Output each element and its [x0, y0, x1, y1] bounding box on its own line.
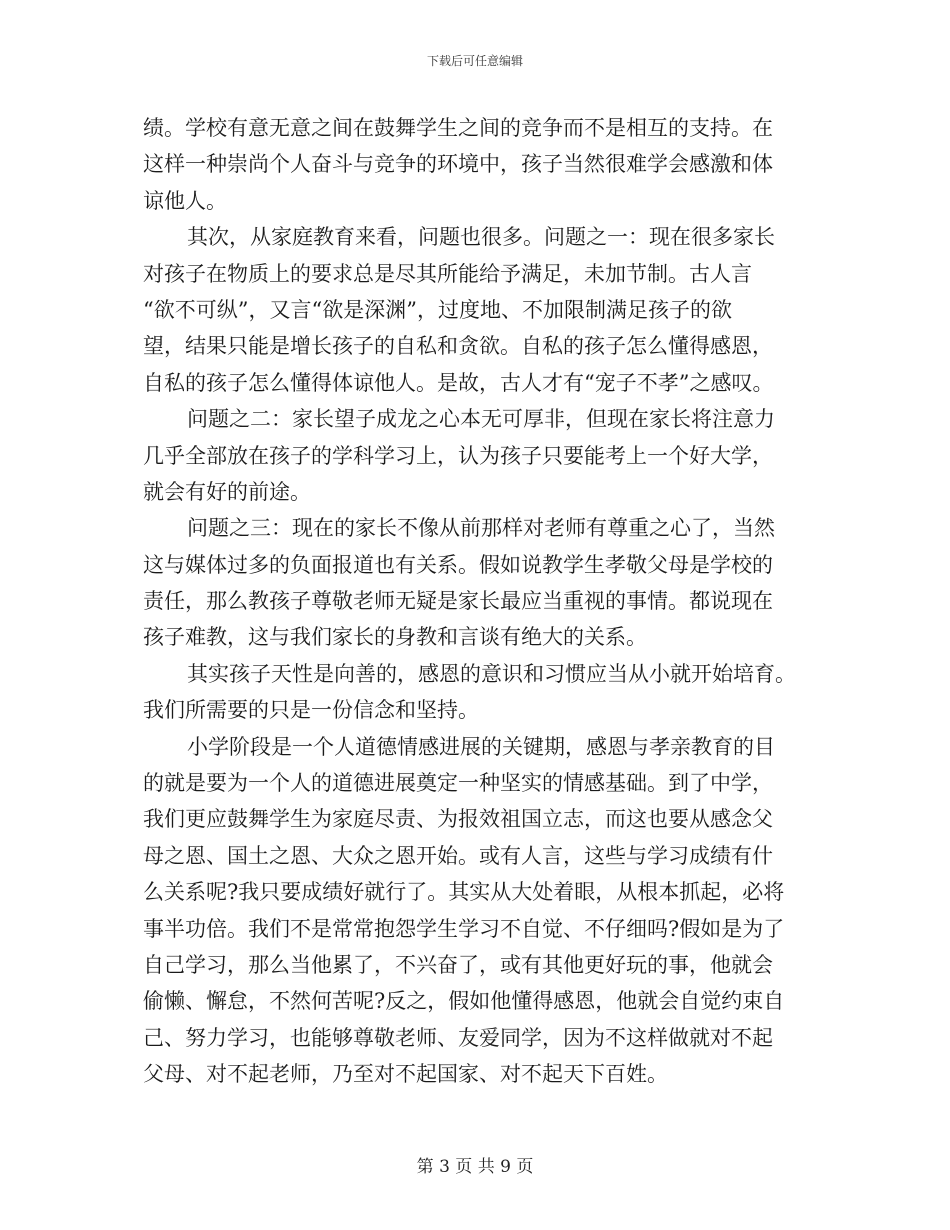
text-line: 的就是要为一个人的道德进展奠定一种坚实的情感基础。到了中学， — [143, 771, 773, 796]
text-line: 谅他人。 — [143, 188, 227, 213]
text-line: “欲不可纵”，又言“欲是深渊”，过度地、不加限制满足孩子的欲 — [143, 297, 732, 322]
paragraph — [143, 729, 808, 1093]
text-line: 问题之二：家长望子成龙之心本无可厚非，但现在家长将注意力 — [187, 407, 775, 432]
page-header: 下载后可任意编辑 — [426, 54, 523, 68]
paragraph — [143, 656, 808, 729]
text-line: 父母、对不起老师，乃至对不起国家、对不起天下百姓。 — [143, 1062, 668, 1087]
text-line: 问题之三：现在的家长不像从前那样对老师有尊重之心了，当然 — [187, 516, 775, 541]
text-line: 对孩子在物质上的要求总是尽其所能给予满足，未加节制。古人言 — [143, 261, 752, 286]
text-line: 其次，从家庭教育来看，问题也很多。问题之一：现在很多家长 — [187, 225, 775, 250]
paragraph — [143, 510, 808, 656]
text-line: 这与媒体过多的负面报道也有关系。假如说教学生孝敬父母是学校的 — [143, 552, 773, 577]
text-line: 望，结果只能是增长孩子的自私和贪欲。自私的孩子怎么懂得感恩， — [143, 334, 773, 359]
text-line: 孩子难教，这与我们家长的身教和言谈有绝大的关系。 — [143, 625, 647, 650]
text-line: 这样一种崇尚个人奋斗与竞争的环境中，孩子当然很难学会感激和体 — [143, 152, 773, 177]
text-line: 绩。学校有意无意之间在鼓舞学生之间的竞争而不是相互的支持。在 — [143, 116, 773, 140]
paragraph — [143, 110, 808, 219]
text-line: 就会有好的前途。 — [143, 479, 311, 504]
document-body — [143, 110, 808, 1093]
text-line: 我们更应鼓舞学生为家庭尽责、为报效祖国立志，而这也要从感念父 — [143, 807, 773, 832]
text-line: 自私的孩子怎么懂得体谅他人。是故，古人才有“宠子不孝”之感叹。 — [143, 370, 774, 395]
text-line: 我们所需要的只是一份信念和坚持。 — [143, 698, 479, 723]
paragraph — [143, 219, 808, 401]
page-footer: 第 3 页 共 9 页 — [416, 1157, 534, 1177]
text-line: 么关系呢?我只要成绩好就行了。其实从大处着眼，从根本抓起，必将 — [143, 880, 785, 905]
text-line: 几乎全部放在孩子的学科学习上，认为孩子只要能考上一个好大学， — [143, 443, 773, 468]
paragraph — [143, 401, 808, 510]
text-line: 己、努力学习，也能够尊敬老师、友爱同学，因为不这样做就对不起 — [143, 1025, 773, 1050]
text-line: 小学阶段是一个人道德情感进展的关键期，感恩与孝亲教育的目 — [187, 734, 775, 759]
text-line: 其实孩子天性是向善的，感恩的意识和习惯应当从小就开始培育。 — [187, 661, 796, 686]
text-line: 偷懒、懈怠，不然何苦呢?反之，假如他懂得感恩，他就会自觉约束自 — [143, 989, 785, 1014]
text-line: 责任，那么教孩子尊敬老师无疑是家长最应当重视的事情。都说现在 — [143, 589, 773, 614]
text-line: 自己学习，那么当他累了，不兴奋了，或有其他更好玩的事，他就会 — [143, 952, 773, 977]
text-line: 事半功倍。我们不是常常抱怨学生学习不自觉、不仔细吗?假如是为了 — [143, 916, 785, 941]
text-line: 母之恩、国土之恩、大众之恩开始。或有人言，这些与学习成绩有什 — [143, 843, 773, 868]
